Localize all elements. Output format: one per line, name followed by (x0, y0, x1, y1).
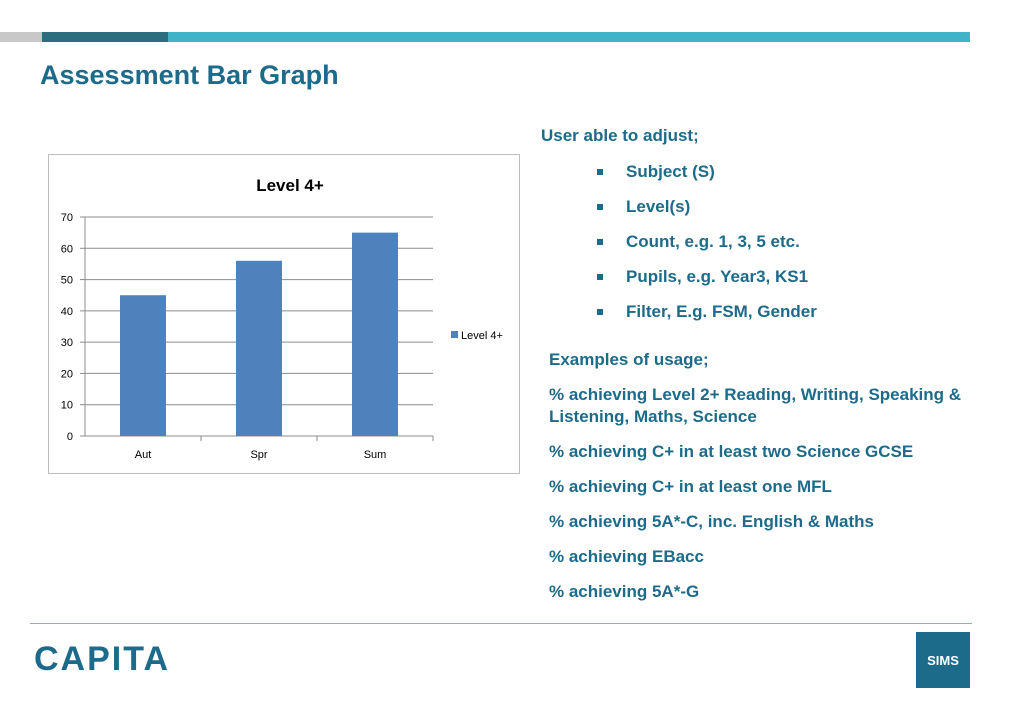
x-tick-label: Spr (250, 449, 268, 461)
chart-svg (49, 155, 519, 473)
example-item: % achieving C+ in at least one MFL (549, 477, 832, 496)
capita-logo: CAPITA (34, 640, 171, 678)
bullet-square-icon (597, 239, 603, 245)
bar-chart (48, 154, 520, 474)
adjust-item-label: Count, e.g. 1, 3, 5 etc. (626, 232, 800, 251)
bullet-square-icon (597, 204, 603, 210)
slide-title: Assessment Bar Graph (40, 60, 339, 90)
adjust-item (597, 197, 817, 232)
adjust-heading: User able to adjust; (541, 126, 699, 145)
bar (352, 233, 398, 436)
y-tick-label: 70 (60, 212, 73, 224)
example-item: % achieving 5A*-G (549, 582, 700, 601)
bullet-square-icon (597, 309, 603, 315)
footer-divider (30, 623, 972, 624)
y-tick-label: 40 (60, 305, 73, 318)
legend-label: Level 4+ (461, 330, 503, 342)
example-item: % achieving 5A*-C, inc. English & Maths (549, 512, 874, 531)
y-tick-label: 10 (60, 399, 73, 412)
chart-title: Level 4+ (256, 176, 324, 195)
adjust-item-label: Level(s) (626, 197, 691, 216)
y-tick-label: 0 (66, 431, 73, 443)
adjust-item (597, 232, 817, 267)
header-teal-dark-bar (42, 32, 168, 42)
y-tick-label: 20 (60, 368, 73, 381)
adjust-item (597, 267, 817, 302)
bar (120, 295, 166, 436)
bullet-square-icon (597, 169, 603, 175)
example-item: % achieving C+ in at least two Science GCSE (549, 442, 914, 461)
adjust-item (597, 302, 817, 337)
adjust-item-label: Subject (S) (626, 162, 715, 181)
y-tick-label: 60 (60, 243, 73, 256)
adjust-item-label: Pupils, e.g. Year3, KS1 (626, 267, 809, 286)
adjust-item-label: Filter, E.g. FSM, Gender (626, 302, 817, 321)
x-tick-label: Aut (134, 449, 152, 461)
bar (236, 261, 282, 436)
examples-list (549, 384, 1009, 616)
adjust-list (597, 162, 817, 337)
bullet-square-icon (597, 274, 603, 280)
y-tick-label: 50 (60, 274, 73, 287)
y-tick-label: 30 (60, 337, 73, 350)
examples-heading: Examples of usage; (549, 350, 709, 369)
header-teal-bar (42, 32, 970, 42)
x-tick-label: Sum (363, 449, 387, 461)
legend-swatch (451, 331, 458, 338)
example-item: % achieving Level 2+ Reading, Writing, Speaking & Listening, Maths, Science (549, 385, 962, 426)
example-item: % achieving EBacc (549, 547, 704, 566)
adjust-item (597, 162, 817, 197)
sims-badge: SIMS (916, 632, 970, 688)
